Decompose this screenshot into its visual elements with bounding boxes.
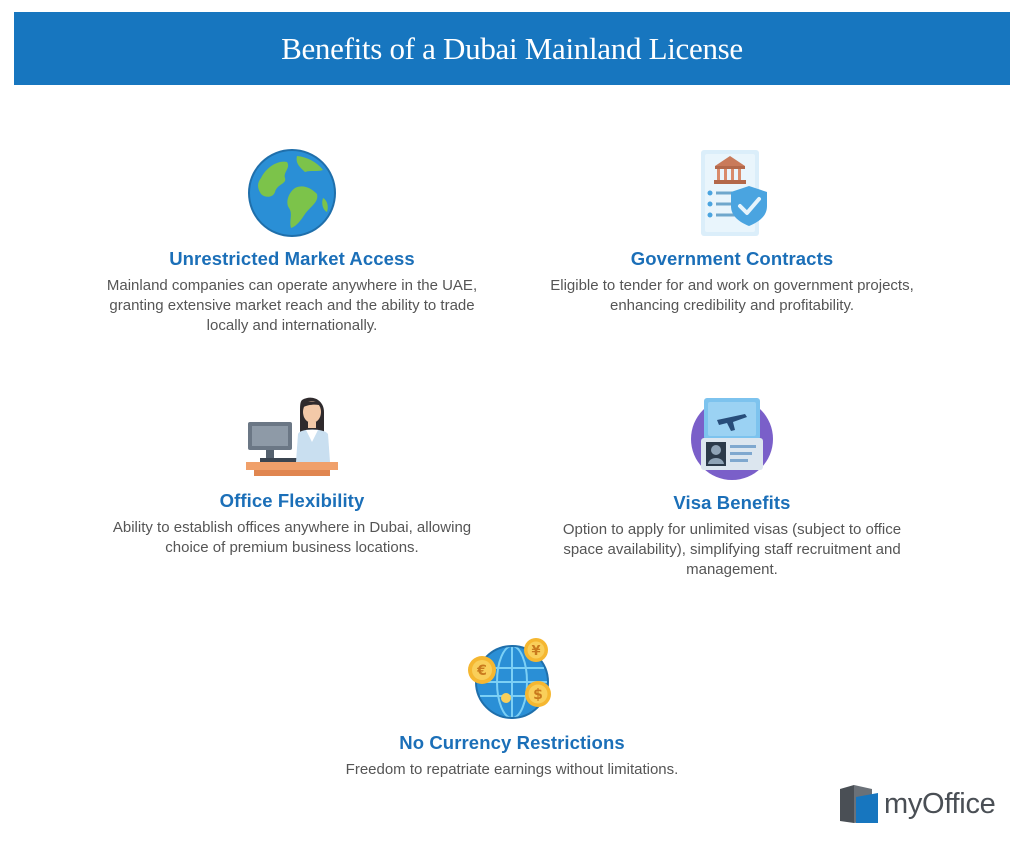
benefit-description: Ability to establish offices anywhere in Dubai, allowing choice of premium business locations. (112, 519, 472, 556)
benefit-description: Mainland companies can operate anywhere in the UAE, granting extensive market reach and the ability to trade locally and internationally. (106, 277, 478, 334)
benefit-title: Unrestricted Market Access (169, 248, 415, 269)
brand-logo (838, 783, 995, 825)
benefit-card-government-contracts (547, 148, 917, 316)
currency-globe-icon (466, 636, 558, 722)
benefit-description: Option to apply for unlimited visas (subject to office space availability), simplifying staff recruitment and management. (562, 521, 902, 578)
benefit-card-currency (312, 636, 712, 780)
myoffice-logo-icon (838, 783, 880, 825)
svg-text:€: € (477, 663, 487, 679)
benefit-card-market-access (102, 148, 482, 336)
logo-text: myOffice (884, 787, 996, 820)
benefit-title: Government Contracts (630, 248, 834, 269)
benefit-card-office-flexibility (112, 392, 472, 558)
benefit-description: Eligible to tender for and work on government projects, enhancing credibility and profitability. (550, 277, 914, 314)
benefit-title: Visa Benefits (673, 492, 791, 513)
visa-passport-icon (687, 392, 777, 482)
benefit-title: Office Flexibility (219, 490, 365, 511)
office-worker-icon (244, 392, 340, 480)
globe-icon (247, 148, 337, 238)
svg-text:$: $ (533, 687, 543, 703)
benefit-card-visa-benefits (557, 392, 907, 580)
header-banner (14, 12, 1010, 85)
benefit-title: No Currency Restrictions (399, 732, 625, 753)
benefit-description: Freedom to repatriate earnings without limitations. (345, 761, 679, 778)
page-title: Benefits of a Dubai Mainland License (281, 30, 743, 66)
government-document-icon (687, 148, 777, 238)
svg-text:¥: ¥ (531, 644, 541, 659)
